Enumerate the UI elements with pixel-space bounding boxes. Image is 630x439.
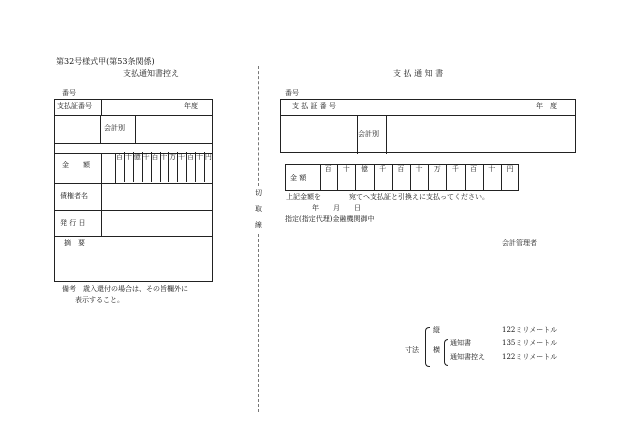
dim-copy-label: 通知書控え [450,353,485,361]
left-cert-no-label: 支払証番号 [57,102,92,110]
left-title: 支払通知書控え [123,69,179,78]
dim-brace-inner [444,339,448,366]
dim-vertical-value: 122ミリメートル [502,326,558,334]
right-digit: 百 [397,165,405,173]
left-form-frame [54,99,213,282]
right-year-label: 年 度 [536,102,557,110]
dim-vertical-label: 縦 [433,326,440,334]
right-digit: 十 [488,165,496,173]
right-manager: 会計管理者 [502,239,537,247]
left-digit: 千 [142,153,150,161]
dim-label: 寸法 [405,346,419,354]
left-digit: 十 [195,153,203,161]
left-digit: 万 [169,153,177,161]
dim-notice-label: 通知書 [450,339,471,347]
left-digit: 十 [160,153,168,161]
right-bank-line: 指定(指定代理)金融機関御中 [285,215,375,223]
left-digit: 十 [124,153,132,161]
right-digit: 百 [324,165,332,173]
cut-line-bottom [258,234,259,412]
left-digit: 百 [187,153,195,161]
right-digit-units [319,166,519,173]
left-account-label: 会計別 [104,124,125,132]
right-digit: 十 [415,165,423,173]
right-digit: 億 [360,165,368,173]
dim-copy-value: 122ミリメートル [502,353,558,361]
left-note-line2: 表示すること。 [75,296,124,304]
right-digit: 百 [470,165,478,173]
left-creditor-label: 債権者名 [60,192,88,200]
dim-brace-outer [425,327,430,367]
left-year-label: 年度 [184,102,198,110]
left-digit: 百 [115,153,123,161]
dim-notice-value: 135ミリメートル [502,339,558,347]
form-number: 第32号様式甲(第53条関係) [56,57,155,66]
right-account-label: 会計別 [358,130,379,138]
left-summary-label: 摘 要 [64,239,85,247]
left-amount-label: 金 額 [62,161,90,169]
right-title: 支 払 通 知 書 [393,69,444,78]
right-number-label: 番号 [285,89,299,97]
right-digit: 十 [342,165,350,173]
left-note-line1: 備考 歳入還付の場合は、その旨欄外に [62,285,188,293]
left-digit: 百 [151,153,159,161]
right-message: 上記金額を 宛てへ支払証と引換えに支払ってください。 [286,193,489,201]
left-digit: 億 [133,153,141,161]
dim-horizontal-label: 横 [433,346,440,354]
cut-line-char: 切 [255,189,262,197]
cut-line-char: 取 [255,205,262,213]
left-issue-date-label: 発 行 日 [60,219,86,227]
left-digit: 円 [204,153,212,161]
right-digit: 万 [433,165,441,173]
cut-line-top [258,66,259,186]
right-cert-no-label: 支 払 証 番 号 [292,102,336,110]
left-digit-units [115,154,213,161]
right-digit: 円 [506,165,514,173]
right-digit: 千 [451,165,459,173]
right-date-line: 年 月 日 [312,204,361,212]
cut-line-char: 線 [255,221,262,229]
left-number-label: 番号 [62,89,76,97]
left-digit: 千 [178,153,186,161]
right-amount-label: 金 額 [290,174,307,182]
right-digit: 千 [379,165,387,173]
